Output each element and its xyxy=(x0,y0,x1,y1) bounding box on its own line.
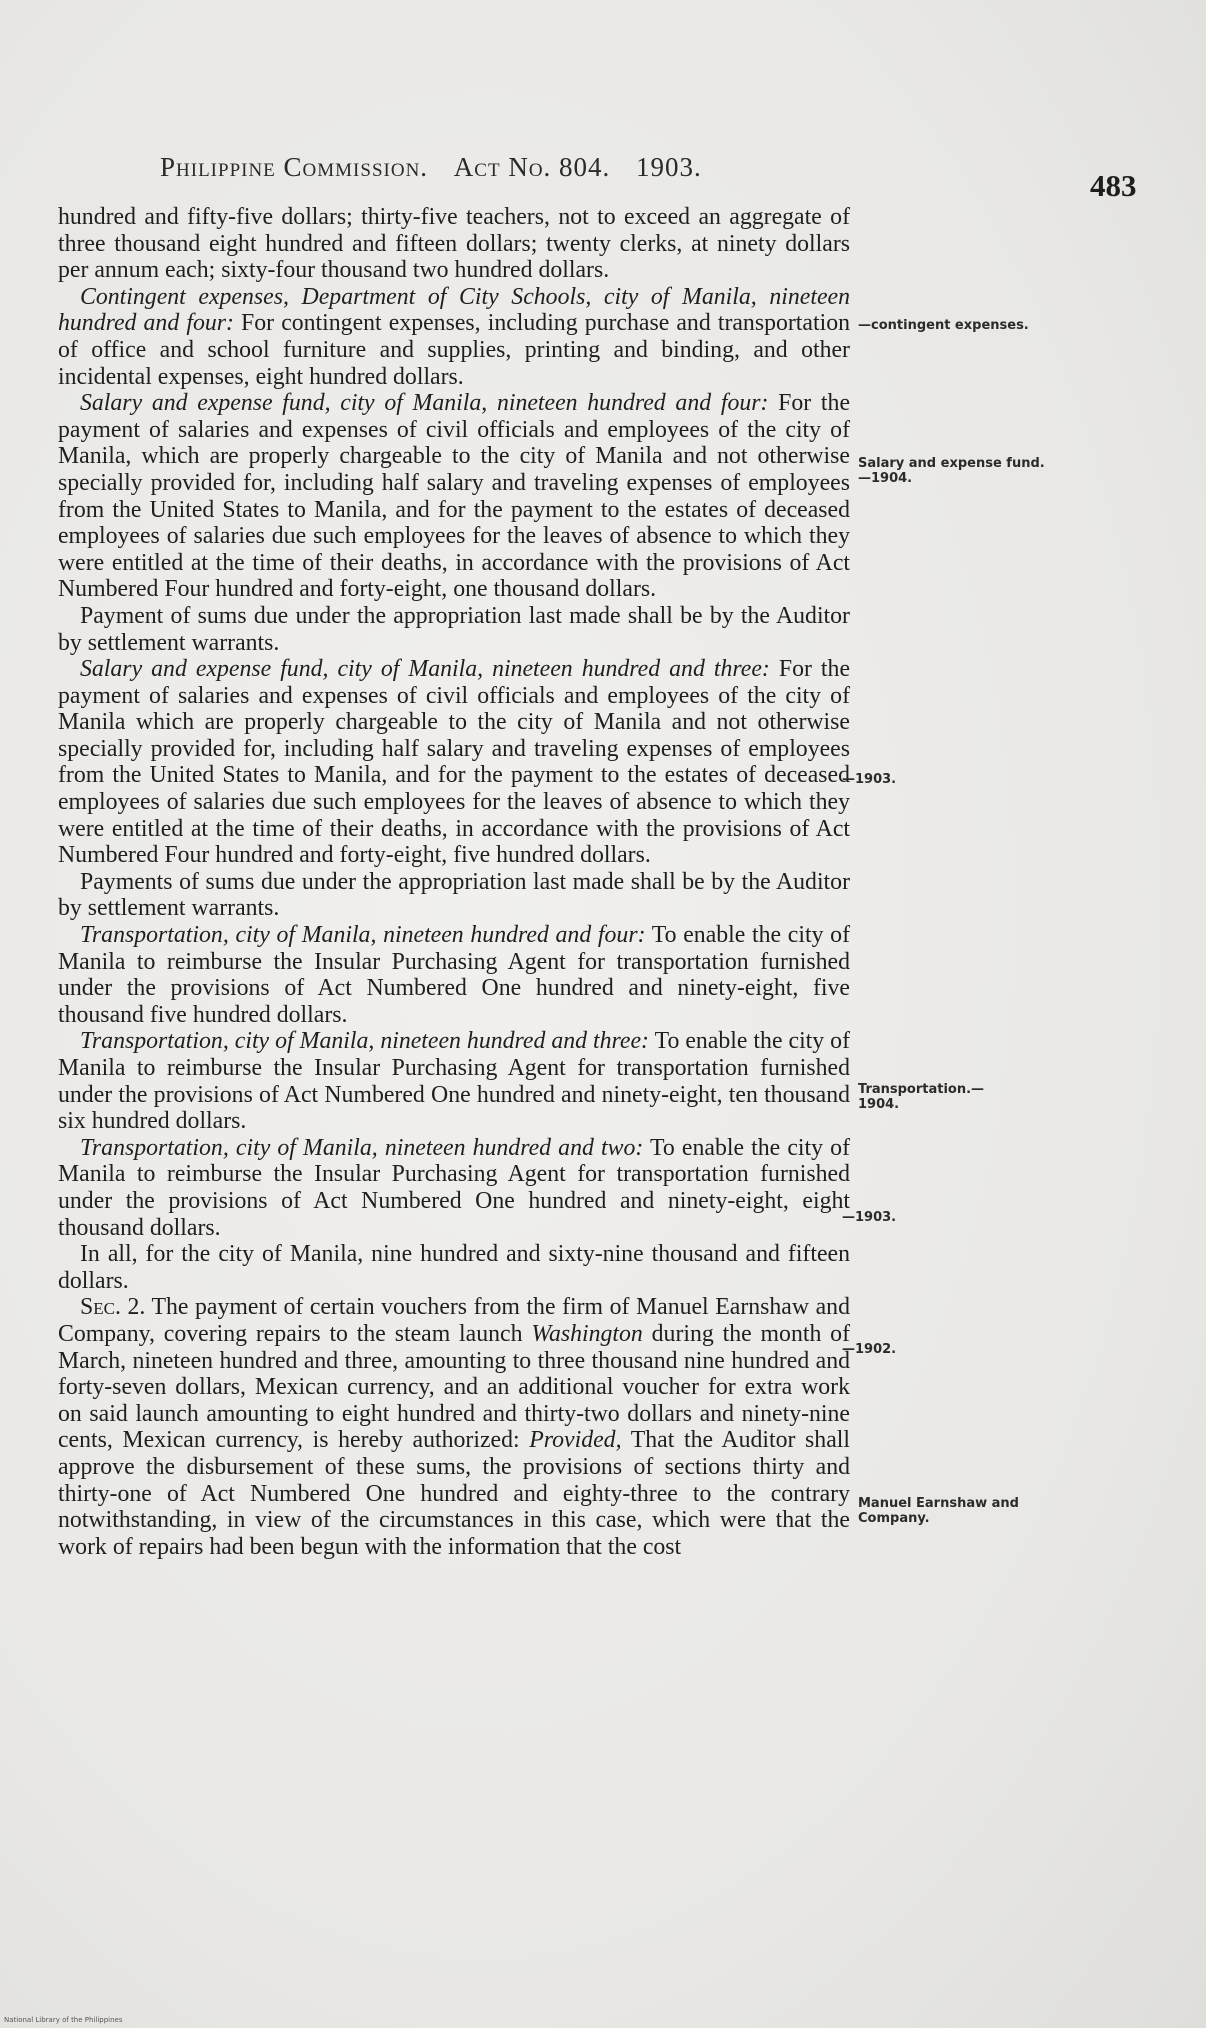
body-paragraph xyxy=(58,869,850,922)
italic-run: Transportation, city of Manila, nineteen hundred and four: xyxy=(80,922,646,949)
body-paragraph xyxy=(58,922,850,1028)
text-run: For contingent expenses, including purchase and transportation of office and school furniture and supplies, printing and binding, and other incidental expenses, eight hundred dollars. xyxy=(58,310,851,390)
margin-note: —1902. xyxy=(842,1342,897,1357)
italic-run: Washington xyxy=(531,1320,643,1347)
text-run: That the Auditor shall approve the disbursement of these sums, the provisions of sections thirty and thirty-one of Act Numbered One hundred and eighty-three to the contrary notwithstanding, in view of the circumstances in this case, which were that the work of repairs had been begun with the information that the cost xyxy=(58,1427,850,1560)
margin-note: Transportation.—1904. xyxy=(858,1082,985,1112)
text-run: To enable the city of Manila to reimburse the Insular Purchasing Agent for transportation furnished under the provisions of Act Numbered One hundred and ninety-eight, eight thousand dollars. xyxy=(58,1134,850,1241)
italic-run: Transportation, city of Manila, nineteen hundred and two: xyxy=(80,1134,644,1161)
margin-note: —contingent expenses. xyxy=(858,318,1029,333)
text-run: For the payment of salaries and expenses of civil officials and employees of the city of Manila which are properly chargeable to the city of Manila and not otherwise specially provided for, including half salary and traveling expenses of employees from the United States to Manila, and for the payment to the estates of deceased employees of salaries due such employees for the leaves of absence to which they were entitled at the time of their deaths, in accordance with the provisions of Act Numbered Four hundred and forty-eight, five hundred dollars. xyxy=(58,656,850,869)
text-run: To enable the city of Manila to reimburse the Insular Purchasing Agent for transportation furnished under the provisions of Act Numbered One hundred and ninety-eight, five thousand five hundred dollars. xyxy=(58,922,851,1028)
text-run: Payments of sums due under the appropriation last made shall be by the Auditor by settlement warrants. xyxy=(58,868,850,922)
text-run: Payment of sums due under the appropriation last made shall be by the Auditor by settlement warrants. xyxy=(58,602,850,656)
body-paragraph xyxy=(58,204,850,284)
italic-run: Salary and expense fund, city of Manila, nineteen hundred and four: xyxy=(80,390,769,417)
italic-run: Transportation, city of Manila, nineteen hundred and three: xyxy=(80,1028,649,1055)
header-commission: Philippine Commission. xyxy=(160,152,429,182)
body-paragraph xyxy=(58,603,850,656)
italic-run: Provided, xyxy=(529,1427,622,1454)
running-header xyxy=(160,152,720,183)
body-paragraph xyxy=(58,1028,850,1134)
text-run: Sec. 2. xyxy=(80,1294,146,1321)
body-paragraph xyxy=(58,1294,850,1560)
italic-run: Contingent expenses, Department of City Schools, city of Manila, nineteen hundred and four: xyxy=(58,283,850,337)
header-act: Act No. 804. xyxy=(453,152,611,182)
text-run: In all, for the city of Manila, nine hundred and sixty-nine thousand and fifteen dollars. xyxy=(58,1241,850,1294)
text-run: To enable the city of Manila to reimburse the Insular Purchasing Agent for transportation furnished under the provisions of Act Numbered One hundred and ninety-eight, ten thousand six hundred dollars. xyxy=(58,1028,851,1135)
page-number: 483 xyxy=(1090,168,1137,203)
text-run: during the month of March, nineteen hundred and three, amounting to three thousand nine hundred and forty-seven dollars, Mexican currency, and an additional voucher for extra work on said launch amounting to eight hundred and thirty-two dollars and ninety-nine cents, Mexican currency, is hereby authorized: xyxy=(58,1320,851,1454)
margin-note: Manuel Earnshaw and Company. xyxy=(858,1496,1019,1526)
italic-run: Salary and expense fund, city of Manila, nineteen hundred and three: xyxy=(80,656,770,683)
text-run: For the payment of salaries and expenses of civil officials and employees of the city of Manila, which are properly chargeable to the city of Manila and not otherwise specially provided for, including half salary and traveling expenses of employees from the United States to Manila, and for the payment to the estates of deceased employees of salaries due such employees for the leaves of absence to which they were entitled at the time of their deaths, in accordance with the provisions of Act Numbered Four hundred and forty-eight, one thousand dollars. xyxy=(58,390,850,603)
margin-note: —1903. xyxy=(842,772,897,787)
body-paragraph xyxy=(58,390,850,603)
body-paragraph xyxy=(58,656,850,869)
footer-credit: National Library of the Philippines xyxy=(4,2016,123,2024)
body-text xyxy=(58,204,850,1560)
body-paragraph xyxy=(58,1241,850,1294)
header-year: 1903. xyxy=(636,152,702,182)
margin-note: —1903. xyxy=(842,1210,897,1225)
text-run: hundred and fifty-five dollars; thirty-five teachers, not to exceed an aggregate of three thousand eight hundred and fifteen dollars; twenty clerks, at ninety dollars per annum each; sixty-four thousand two hundred dollars. xyxy=(58,204,850,284)
body-paragraph xyxy=(58,284,850,390)
body-paragraph xyxy=(58,1135,850,1241)
text-run: The payment of certain vouchers from the firm of Manuel Earnshaw and Company, covering repairs to the steam launch xyxy=(58,1294,850,1347)
margin-note: Salary and expense fund.—1904. xyxy=(858,456,1045,486)
